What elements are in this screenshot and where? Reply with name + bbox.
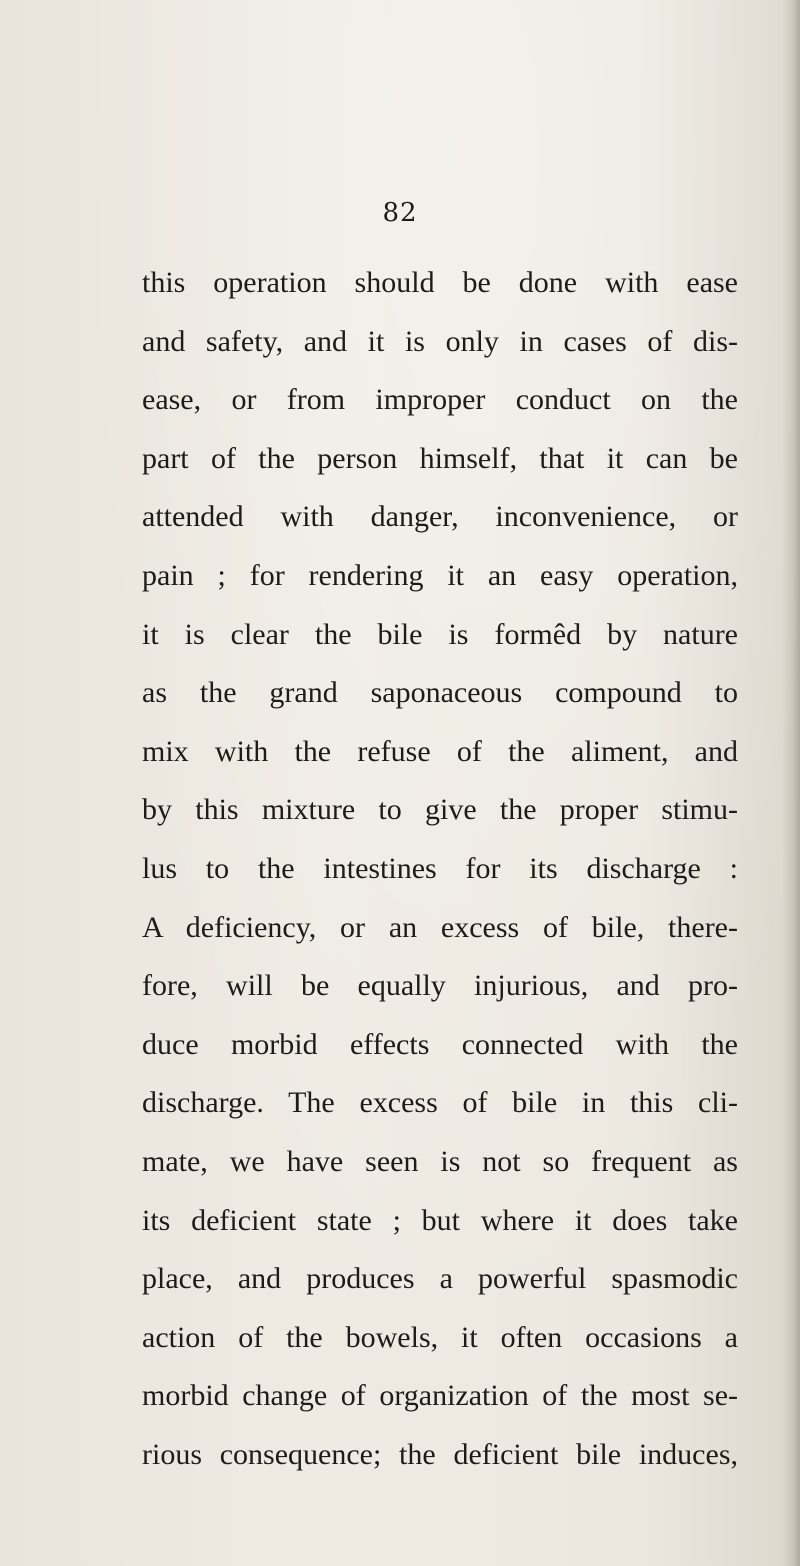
text-line: ease, or from improper conduct on the <box>142 383 738 417</box>
text-line: mix with the refuse of the aliment, and <box>142 734 738 768</box>
text-line: and safety, and it is only in cases of dis- <box>142 324 738 358</box>
text-line: it is clear the bile is formêd by nature <box>142 617 738 651</box>
text-line: duce morbid effects connected with the <box>142 1027 738 1061</box>
text-line: as the grand saponaceous compound to <box>142 676 738 710</box>
text-line: fore, will be equally injurious, and pro- <box>142 969 738 1003</box>
text-line: attended with danger, inconvenience, or <box>142 500 738 534</box>
text-line: part of the person himself, that it can be <box>142 441 738 475</box>
text-line: pain ; for rendering it an easy operation, <box>142 558 738 592</box>
text-line: morbid change of organization of the most se- <box>142 1379 738 1413</box>
text-line: place, and produces a powerful spasmodic <box>142 1262 738 1296</box>
text-line: mate, we have seen is not so frequent as <box>142 1144 738 1178</box>
text-line: discharge. The excess of bile in this cli- <box>142 1086 738 1120</box>
text-line: lus to the intestines for its discharge : <box>142 851 738 885</box>
text-line: rious consequence; the deficient bile induces, <box>142 1437 738 1471</box>
text-line: its deficient state ; but where it does take <box>142 1203 738 1237</box>
text-line: by this mixture to give the proper stimu- <box>142 793 738 827</box>
body-text <box>142 254 738 1484</box>
text-line: action of the bowels, it often occasions a <box>142 1320 738 1354</box>
text-line: this operation should be done with ease <box>142 266 738 299</box>
text-line: A deficiency, or an excess of bile, there- <box>142 910 738 944</box>
page-edge-shadow <box>782 0 800 1566</box>
page-number: 82 <box>382 198 418 228</box>
